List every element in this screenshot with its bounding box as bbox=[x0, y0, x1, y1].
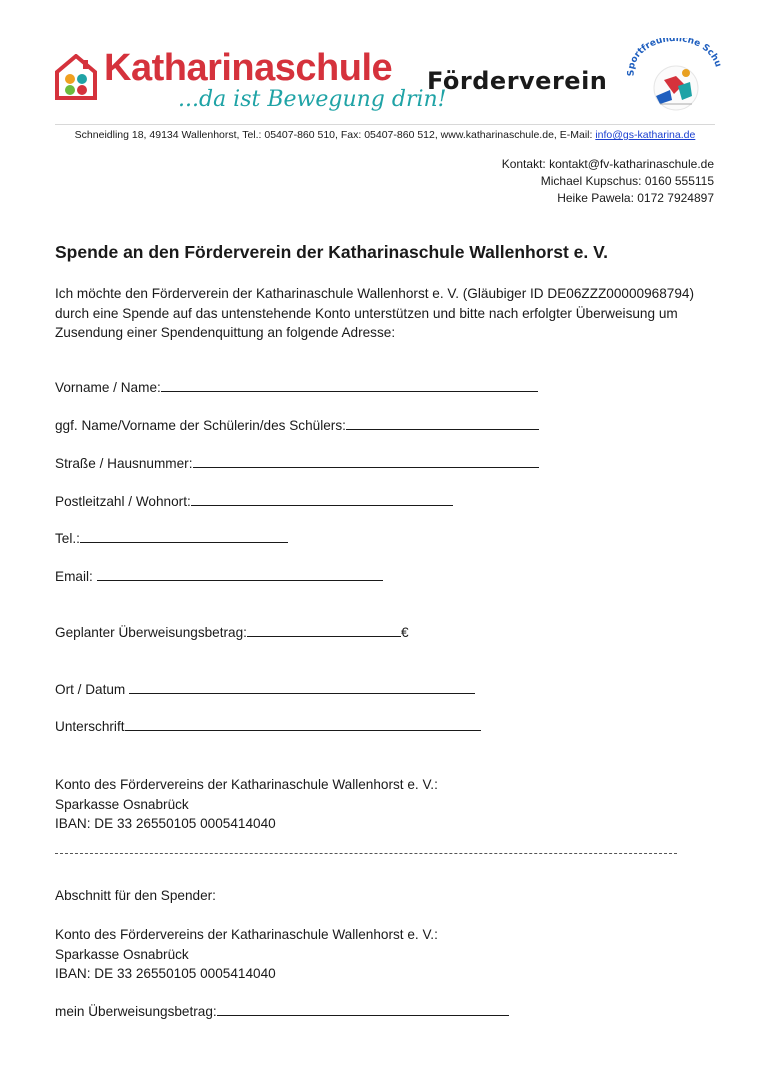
intro-paragraph: Ich möchte den Förderverein der Katharinaschule Wallenhorst e. V. (Gläubiger ID DE06ZZZ00000968794) durch eine Spende auf das untenstehende Konto unterstützen und bitte nach erfolgter Überweisung um Zusendung einer Spendenquittung an folgende Adresse: bbox=[55, 286, 694, 340]
school-logo-icon bbox=[55, 54, 97, 100]
account-block bbox=[55, 775, 438, 834]
school-email-link[interactable]: info@gs-katharina.de bbox=[595, 129, 696, 141]
donor-section-heading: Abschnitt für den Spender: bbox=[55, 888, 216, 903]
amount-blank[interactable] bbox=[247, 623, 401, 637]
student-label: ggf. Name/Vorname der Schülerin/des Schülers: bbox=[55, 418, 346, 433]
address-line bbox=[55, 128, 715, 142]
donor-account-block bbox=[55, 925, 438, 984]
contact-block bbox=[502, 156, 714, 207]
postal-field[interactable] bbox=[55, 492, 453, 511]
postal-blank[interactable] bbox=[191, 492, 453, 506]
donor-amount-blank[interactable] bbox=[217, 1002, 509, 1016]
amount-label: Geplanter Überweisungsbetrag: bbox=[55, 625, 247, 640]
place-date-label: Ort / Datum bbox=[55, 682, 130, 697]
phone-label: Tel.: bbox=[55, 531, 80, 546]
contact-email: Kontakt: kontakt@fv-katharinaschule.de bbox=[501, 157, 714, 171]
signature-label: Unterschrift bbox=[55, 719, 125, 734]
email-blank[interactable] bbox=[97, 567, 383, 581]
student-field[interactable] bbox=[55, 416, 539, 435]
street-blank[interactable] bbox=[193, 454, 539, 468]
header-divider bbox=[55, 124, 715, 125]
signature-blank[interactable] bbox=[125, 717, 481, 731]
sport-logo-text: Sportfreundliche Schu bbox=[626, 38, 722, 77]
sport-school-logo-icon bbox=[626, 38, 722, 114]
phone-field[interactable] bbox=[55, 529, 288, 548]
name-blank[interactable] bbox=[161, 378, 538, 392]
email-label: Email: bbox=[55, 569, 97, 584]
cut-line bbox=[55, 853, 677, 854]
donor-account-heading: Konto des Fördervereins der Katharinaschule Wallenhorst e. V.: bbox=[55, 927, 438, 942]
amount-field[interactable] bbox=[55, 623, 409, 642]
name-label: Vorname / Name: bbox=[55, 380, 161, 395]
street-label: Straße / Hausnummer: bbox=[55, 456, 193, 471]
donor-amount-label: mein Überweisungsbetrag: bbox=[55, 1004, 217, 1019]
document-title: Spende an den Förderverein der Katharinaschule Wallenhorst e. V. bbox=[55, 242, 609, 262]
contact-person-2: Heike Pawela: 0172 7924897 bbox=[557, 191, 714, 205]
donor-account-iban: IBAN: DE 33 26550105 0005414040 bbox=[55, 966, 276, 981]
email-field[interactable] bbox=[55, 567, 383, 586]
donor-account-bank: Sparkasse Osnabrück bbox=[55, 946, 189, 962]
org-name: Förderverein bbox=[427, 67, 608, 95]
signature-field[interactable] bbox=[55, 717, 481, 736]
student-blank[interactable] bbox=[346, 416, 539, 430]
place-date-blank[interactable] bbox=[129, 680, 475, 694]
phone-blank[interactable] bbox=[80, 529, 288, 543]
address-text: Schneidling 18, 49134 Wallenhorst, Tel.: 05407-860 510, Fax: 05407-860 512, www.katharinaschule.de, E-Mail: bbox=[74, 129, 596, 141]
place-date-field[interactable] bbox=[55, 680, 475, 699]
contact-person-1: Michael Kupschus: 0160 555115 bbox=[540, 174, 714, 188]
donor-amount-field[interactable] bbox=[55, 1002, 509, 1021]
street-field[interactable] bbox=[55, 454, 539, 473]
currency-symbol: € bbox=[400, 625, 409, 640]
school-name: Katharinaschule bbox=[104, 47, 393, 89]
name-field[interactable] bbox=[55, 378, 538, 397]
account-bank: Sparkasse Osnabrück bbox=[55, 796, 189, 812]
postal-label: Postleitzahl / Wohnort: bbox=[55, 494, 191, 509]
school-slogan: ...da ist Bewegung drin! bbox=[178, 87, 447, 112]
account-iban: IBAN: DE 33 26550105 0005414040 bbox=[55, 816, 276, 831]
account-heading: Konto des Fördervereins der Katharinaschule Wallenhorst e. V.: bbox=[55, 777, 438, 792]
